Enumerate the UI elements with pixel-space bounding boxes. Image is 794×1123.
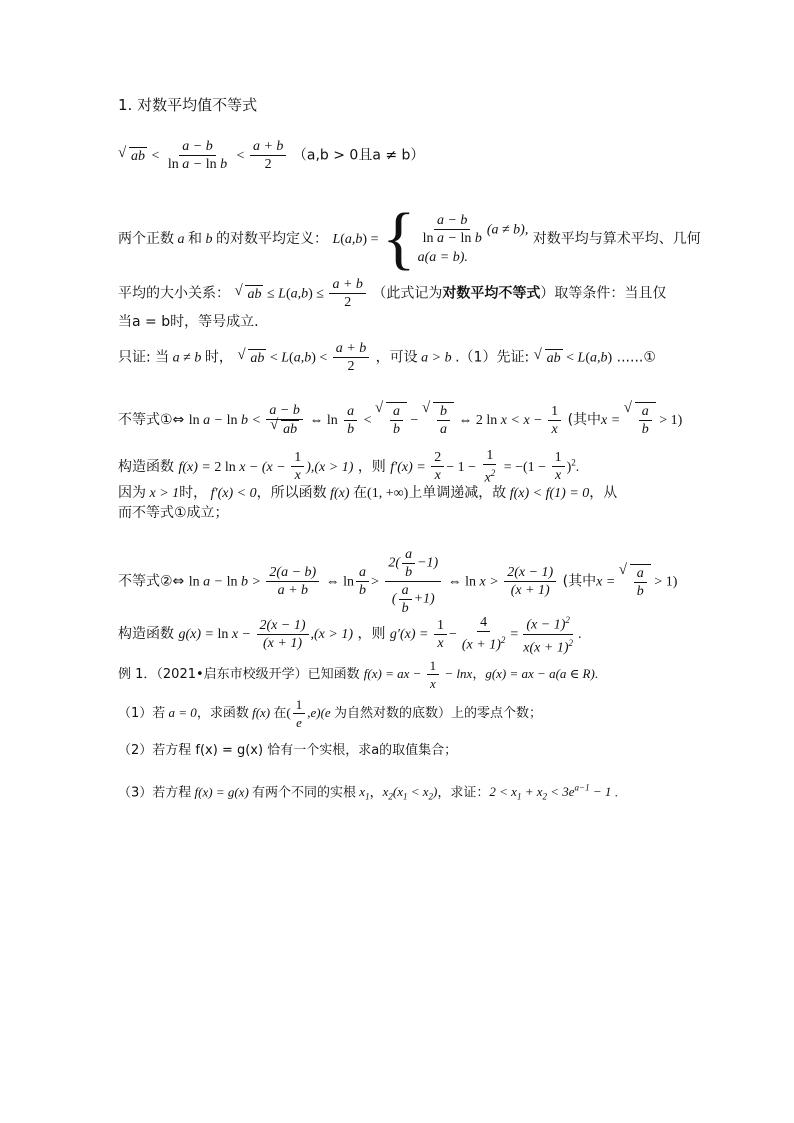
proof-intro: 只证: 当 a ≠ b 时， √ ab < L(a,b) < $\frac{a + b}{2}$ ，可设 a > b .（1）先证: √ ab < L(a,b) ......① [118,340,656,375]
question-three: （3）若方程 f(x) = g(x) 有两个不同的实根 $x_1$，$x_2(x_1 < x_2)$，求证：$2 < x_1 + x_2 < 3e^{a-1} - 1$ . [118,783,618,802]
piecewise-definition: { $\frac{a - b}{\text{ln a − ln b}}$ (a ≠ b), a(a = b). [381,200,529,277]
monotonic-line: 因为 x > 1时， f′(x) < 0，所以函数 f(x) 在(1, +∞)上单调递减，故 f(x) < f(1) = 0，从 [118,485,618,501]
question-one: （1）若 a = 0，求函数 f(x) 在( $\frac{1}{e}$ ,e)(e 为自然对数的底数）上的零点个数； [118,697,542,730]
inequality-two-derivation: 不等式②⇔ ln a − ln b > $\frac{2(a - b)}{a + b}$ ⇔ ln $\frac{a}{b}$ > 2( $\frac{a}{b}$ −1) ( $\frac{a}{b}$ +1) ⇔ ln x > $\frac{2(x - 1)}{(x + 1)}$ (其中x = √ $\frac{a}{b}$ > 1) [118,546,677,617]
sqrt-ab: √ ab [129,147,147,166]
log-mean-fraction: $\frac{a - b}{\text{ln a − ln b}}$ [167,139,228,172]
question-two: （2）若方程 f(x) = g(x) 恰有一个实根，求a的取值集合； [118,743,458,758]
definition-line: 两个正数 a 和 b 的对数平均定义： L(a,b) = { $\frac{a - b}{\text{ln a − ln b}}$ (a ≠ b), a(a = b). 对数平均与算术平均、几何 [118,200,701,277]
conclusion-line: 而不等式①成立； [118,505,229,521]
example-statement: 例 1．（2021•启东市校级开学）已知函数 f(x) = ax − $\frac{1}{x}$ − lnx，g(x) = ax − a(a ∈ R). [118,658,599,691]
construct-f-line: 构造函数 f(x) = 2 ln x − (x − $\frac{1}{x}$ ),(x > 1) ，则 f′(x) = $\frac{2}{x}$ − 1 − $\frac{1}{x^2}$ = −(1 − $\frac{1}{x}$ )$^2$. [118,448,580,486]
inequality-condition: （a,b > 0且a ≠ b） [292,147,425,164]
main-inequality: √ ab < $\frac{a - b}{\text{ln a − ln b}}$ < $\frac{a + b}{2}$ （a,b > 0且a ≠ b） [118,138,424,173]
equality-condition: 当a = b时，等号成立. [118,314,259,330]
arith-mean-fraction: $\frac{a + b}{2}$ [250,138,286,173]
relation-line: 平均的大小关系： √ ab ≤ L(a,b) ≤ $\frac{a + b}{2}$ （此式记为对数平均不等式）取等条件：当且仅 [118,276,666,311]
section-heading: 1. 对数平均值不等式 [118,96,258,114]
construct-g-line: 构造函数 g(x) = ln x − $\frac{2(x - 1)}{(x + 1)}$ ,(x > 1) ，则 g′(x) = $\frac{1}{x}$ − $\frac{4}{(x + 1)^2}$ = $\frac{(x - 1)^2}{x(x + 1)^2}$ . [118,612,582,656]
inequality-one-derivation: 不等式①⇔ ln a − ln b < a − b √ ab ⇔ ln $\frac{a}{b}$ < √ $\frac{a}{b}$ − √ $\frac{b}{a}$ ⇔ 2 ln x < x − $\frac{1}{x}$ (其中x = √ $\frac{a}{b}$ > 1) [118,402,682,438]
